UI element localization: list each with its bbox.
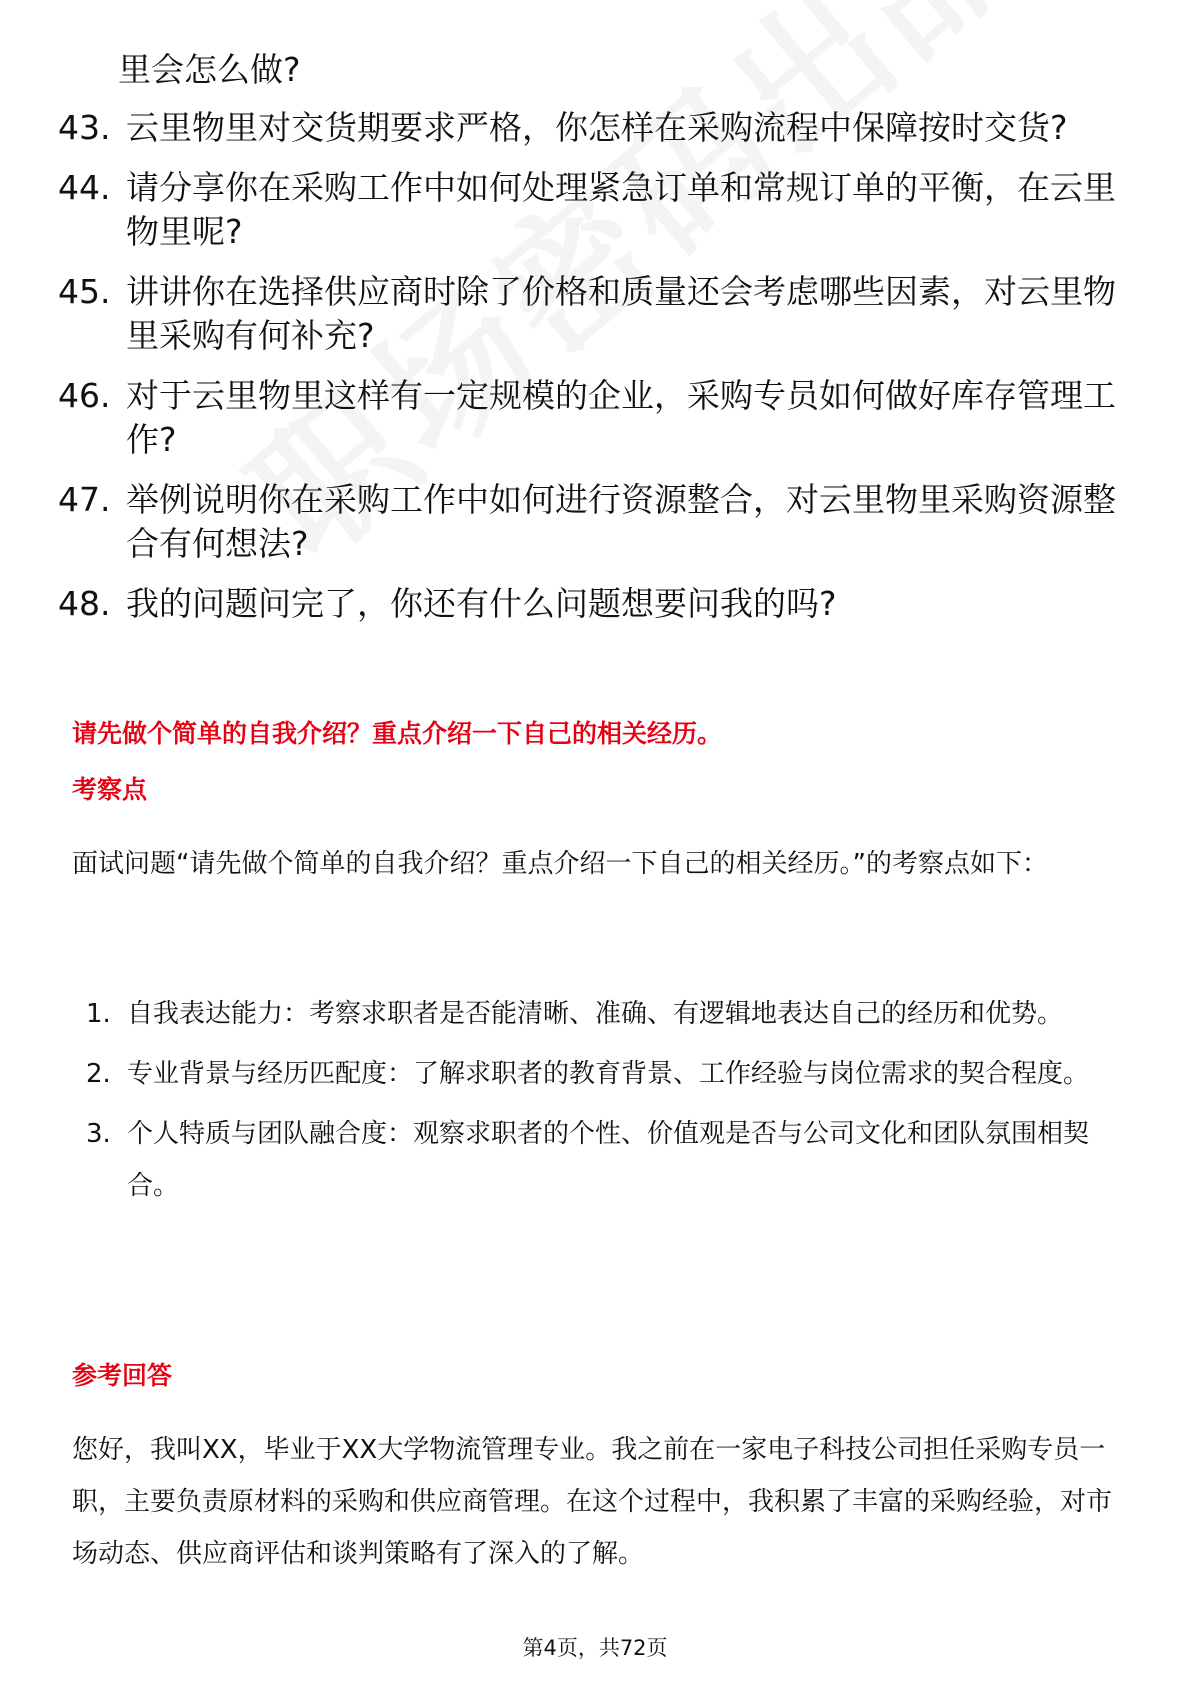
item-number: 48.	[58, 584, 111, 623]
question-continuation: 里会怎么做?	[118, 50, 301, 89]
list-item	[58, 166, 1138, 254]
item-number: 44.	[58, 168, 111, 207]
list-item	[58, 582, 1138, 626]
list-item	[58, 106, 1138, 150]
item-text: 个人特质与团队融合度：观察求职者的个性、价值观是否与公司文化和团队氛围相契合。	[127, 1119, 1090, 1201]
item-text: 举例说明你在采购工作中如何进行资源整合，对云里物里采购资源整合有何想法?	[126, 480, 1116, 563]
item-number: 3.	[86, 1119, 111, 1149]
list-item	[72, 988, 1122, 1040]
item-text: 对于云里物里这样有一定规模的企业，采购专员如何做好库存管理工作?	[126, 376, 1116, 459]
section-question-heading: 请先做个简单的自我介绍？重点介绍一下自己的相关经历。	[72, 719, 723, 748]
item-number: 43.	[58, 108, 111, 147]
question-list	[58, 106, 1138, 642]
answer-label: 参考回答	[72, 1361, 173, 1390]
list-item	[58, 270, 1138, 358]
item-text: 讲讲你在选择供应商时除了价格和质量还会考虑哪些因素，对云里物里采购有何补充?	[126, 272, 1116, 355]
list-item	[72, 1108, 1122, 1212]
points-list	[72, 988, 1122, 1220]
item-text: 云里物里对交货期要求严格，你怎样在采购流程中保障按时交货?	[126, 108, 1068, 147]
item-text: 专业背景与经历匹配度：了解求职者的教育背景、工作经验与岗位需求的契合程度。	[127, 1059, 1090, 1089]
item-text: 我的问题问完了，你还有什么问题想要问我的吗?	[126, 584, 837, 623]
item-number: 45.	[58, 272, 111, 311]
list-item	[58, 478, 1138, 566]
item-number: 47.	[58, 480, 111, 519]
list-item	[58, 374, 1138, 462]
page-footer: 第4页，共72页	[522, 1636, 668, 1660]
points-label: 考察点	[72, 775, 148, 804]
list-item	[72, 1048, 1122, 1100]
item-number: 1.	[86, 999, 111, 1029]
points-intro: 面试问题“请先做个简单的自我介绍？重点介绍一下自己的相关经历。”的考察点如下：	[72, 849, 1048, 879]
item-text: 请分享你在采购工作中如何处理紧急订单和常规订单的平衡，在云里物里呢?	[126, 168, 1116, 251]
item-number: 46.	[58, 376, 111, 415]
item-text: 自我表达能力：考察求职者是否能清晰、准确、有逻辑地表达自己的经历和优势。	[127, 999, 1064, 1029]
item-number: 2.	[86, 1059, 111, 1089]
answer-text: 您好，我叫XX，毕业于XX大学物流管理专业。我之前在一家电子科技公司担任采购专员一职，主要负责原材料的采购和供应商管理。在这个过程中，我积累了丰富的采购经验，对市场动态、供应商评估和谈判策略有了深入的了解。	[72, 1435, 1113, 1569]
